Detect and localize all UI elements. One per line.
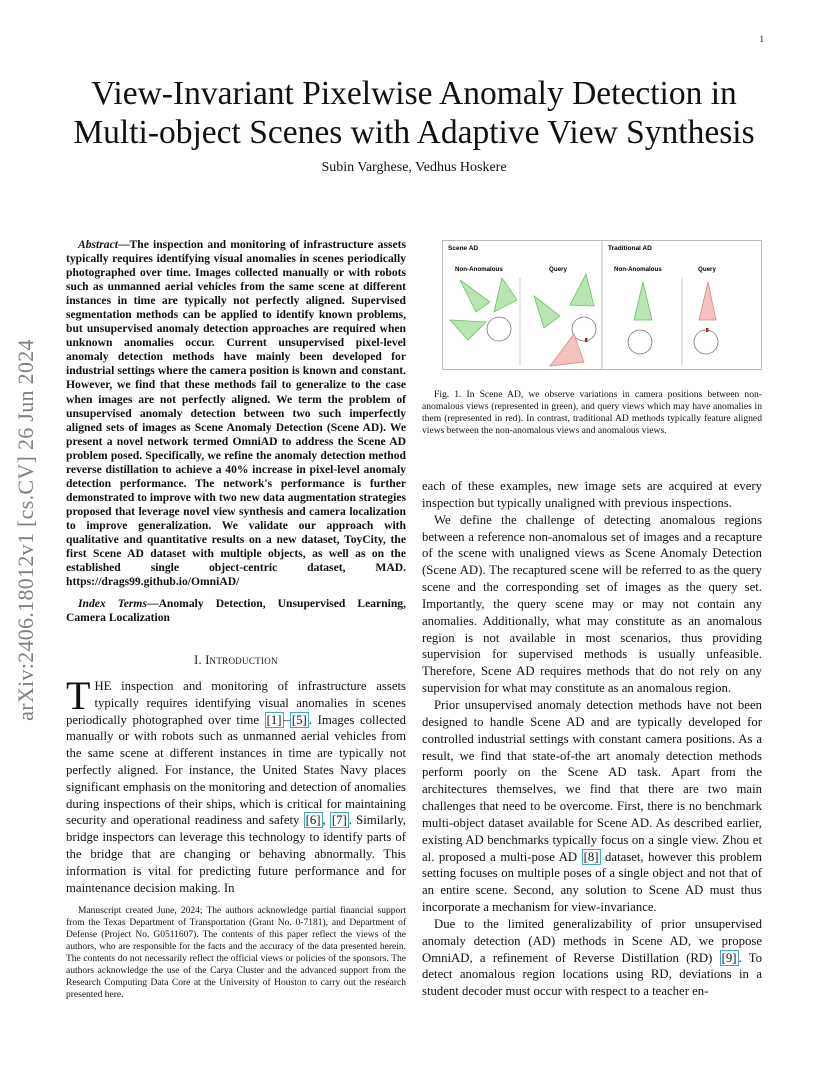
anomaly-mark xyxy=(585,338,588,342)
arxiv-stamp xyxy=(8,300,44,760)
label-query: Query xyxy=(698,266,716,273)
citation-link[interactable]: [8] xyxy=(583,849,599,864)
citation-link[interactable]: [7] xyxy=(331,813,347,828)
panel-left-title: Scene AD xyxy=(448,245,479,252)
paragraph-text: . To detect anomalous region locations using RD, deviations in a student decoder must occur with respect to a teacher en- xyxy=(422,950,762,999)
index-terms-text: —Anomaly Detection, Unsupervised Learning, Camera Localization xyxy=(66,597,406,625)
paragraph xyxy=(422,916,762,1000)
normal-circle xyxy=(487,317,511,341)
citation-separator: , xyxy=(322,813,330,828)
citation-dash: – xyxy=(283,712,290,727)
paragraph-text: Due to the limited generalizability of prior unsupervised anomaly detection (AD) methods in Scene AD, we propose OmniAD, a refinement of Reverse Distillation (RD) xyxy=(422,916,762,965)
citation-link[interactable]: [1] xyxy=(266,712,282,727)
intro-text-c: . Similarly, bridge inspectors can leverage this technology to identify parts of the bridge that are changing or behaving abnormally. This information is vital for predicting future performance and for maintenance decision making. In xyxy=(66,813,406,895)
paragraph: We define the challenge of detecting anomalous regions between a reference non-anomalous set of images and a recapture of the scene with unaligned views as Scene Anomaly Detection (Scene AD). The recaptured scene will be referred to as the query scene and the corresponding set of images as the query set. Importantly, the query scene may or may not contain any anomalies. Additionally, what may constitute as an anomalous region is not available in most scenarios, thus providing supervision for supervised methods is usually unfeasible. Therefore, Scene AD requires methods that do not rely on any supervision for what may constitute as an anomalous region. xyxy=(422,512,762,696)
citation-link[interactable]: [6] xyxy=(305,813,321,828)
paragraph: each of these examples, new image sets are acquired at every inspection but typically unaligned with previous inspections. xyxy=(422,479,762,510)
abstract xyxy=(66,238,406,589)
paragraph-text: dataset, however this problem setting focuses on multiple poses of a single object and not that of an entire scene. Second, any solution to Scene AD must thus incorporate a mechanism for view-invariance. xyxy=(422,849,762,915)
page-number: 1 xyxy=(759,34,764,44)
figure-1 xyxy=(442,240,762,370)
paper-title: View-Invariant Pixelwise Anomaly Detection in Multi-object Scenes with Adaptive View Synthesis xyxy=(73,75,755,151)
query-circle xyxy=(694,330,718,354)
intro-text-b: . Images collected manually or with robots such as unmanned aerial vehicles from the same scene at different instances in time are typically not perfectly aligned. For instance, the United States Navy places significant emphasis on the monitoring and detection of anomalies during inspections of their ships, which is critical for maintaining security and operational readiness and safety xyxy=(66,712,406,828)
arxiv-stamp-text: arXiv:2406.18012v1 [cs.CV] 26 Jun 2024 xyxy=(13,339,38,721)
footnote: Manuscript created June, 2024; The authors acknowledge partial financial support from the Texas Department of Transportation (Grant No. 0-7181), and Department of Defense (Project No. G0511607). The contents of this paper reflect the views of the authors, who are responsible for the facts and the accuracy of the data presented herein. The contents do not necessarily reflect the official views or policies of the sponsors. The authors acknowledge the use of the Carya Cluster and the advanced support from the Research Computing Data Core at the University of Houston to carry out the research presented here. xyxy=(66,906,406,1000)
figure-caption: Fig. 1. In Scene AD, we observe variations in camera positions between non-anomalous views (represented in green), and query views which may have anomalies in them (represented in red). In contrast, traditional AD methods typically feature aligned views between the non-anomalous views and anomalous views. xyxy=(422,389,762,436)
right-column-body xyxy=(422,478,762,1000)
citation-link[interactable]: [5] xyxy=(291,712,307,727)
paragraph xyxy=(422,697,762,916)
dropcap: T xyxy=(66,673,91,718)
index-terms xyxy=(66,597,406,625)
authors: Subin Varghese, Vedhus Hoskere xyxy=(321,160,507,175)
abstract-lead: Abstract xyxy=(78,238,118,251)
label-nonanomalous: Non-Anomalous xyxy=(614,266,662,273)
label-query: Query xyxy=(549,266,567,273)
abstract-text: —The inspection and monitoring of infrastructure assets typically requires identifying visual anomalies in scenes periodically photographed over time. Images collected manually or with robots such as unmanned aerial vehicles from the same scene at different instances in time are typically not perfectly aligned. Supervised segmentation methods can be applied to identify known problems, but unsupervised anomaly detection approaches are required when unknown anomalies occur. Current unsupervised pixel-level anomaly detection methods have mainly been developed for industrial settings where the camera position is known and constant. However, we find that these methods fail to generalize to the case when images are not perfectly aligned. We term the problem of unsupervised anomaly detection between two such imperfectly aligned sets of images as Scene Anomaly Detection (Scene AD). We present a novel network termed OmniAD to address the Scene AD problem posed. Specifically, we refine the anomaly detection method reverse distillation to achieve a 40% increase in pixel-level anomaly detection performance. The network's performance is further demonstrated to improve with two new data augmentation strategies proposed that leverage novel view synthesis and camera localization to improve generalization. We validate our approach with qualitative and quantitative results on a new dataset, ToyCity, the first Scene AD dataset with multiple objects, as well as on the established single object-centric dataset, MAD. https://drags99.github.io/OmniAD/ xyxy=(66,238,406,589)
normal-circle xyxy=(628,330,652,354)
intro-text-a: HE inspection and monitoring of infrastructure assets typically requires identifying visual anomalies in scenes periodically photographed over time xyxy=(66,679,406,727)
panel-right-title: Traditional AD xyxy=(608,245,652,252)
intro-paragraph xyxy=(66,673,406,896)
anomaly-mark xyxy=(706,328,709,332)
section-heading: I. Introduction xyxy=(194,653,278,667)
paragraph-text: Prior unsupervised anomaly detection methods have not been designed to handle Scene AD and are typically developed for controlled industrial settings with constant camera positions. As a result, we find that state-of-the art anomaly detection methods perform poorly on the Scene AD task. Apart from the architectures themselves, we find that there are two main challenges that need to be overcome. First, there is no benchmark multi-object dataset available for Scene AD. As described earlier, existing AD benchmarks typically focus on a single view. Zhou et al. proposed a multi-pose AD xyxy=(422,697,762,864)
citation-link[interactable]: [9] xyxy=(721,950,737,965)
index-terms-lead: Index Terms xyxy=(78,597,147,610)
label-nonanomalous: Non-Anomalous xyxy=(455,266,503,273)
